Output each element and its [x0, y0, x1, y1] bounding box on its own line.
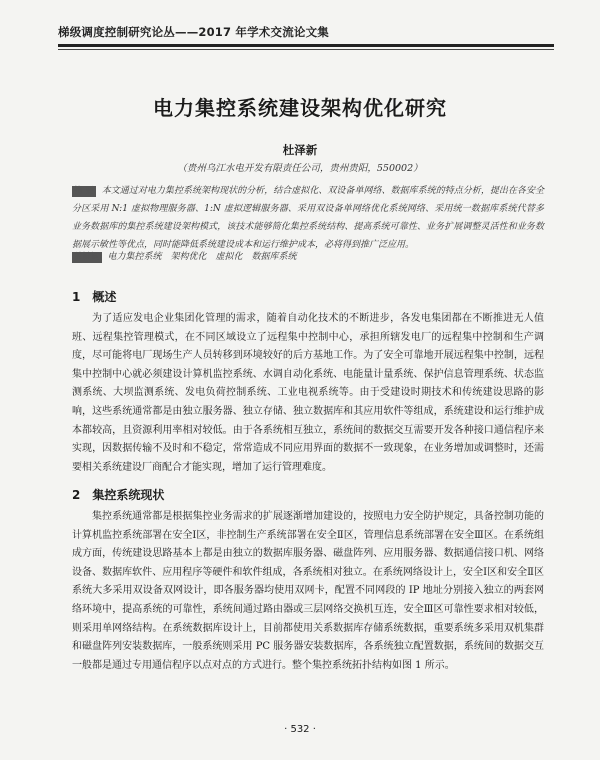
section-heading-1: 1 概述 — [72, 290, 117, 304]
section-heading-2: 2 集控系统现状 — [72, 488, 165, 502]
header-rule-thin — [58, 49, 554, 50]
section-paragraph-2: 集控系统通常都是根据集控业务需求的扩展逐渐增加建设的，按照电力安全防护规定，具备控制功能的计算机监控系统部署在安全Ⅰ区，非控制生产系统部署在安全Ⅱ区，管理信息系统部署在安全Ⅲ区。在系统组成方面，传统建设思路基本上都是由独立的数据库服务器、磁盘阵列、应用服务器、数据通信接口机、网络设备、数据库软件、应用程序等硬件和软件组成，各系统相对独立。在系统网络设计上，安全Ⅰ区和安全Ⅱ区系统大多采用双设备双网设计，即各服务器均使用双网卡，配置不同网段的 IP 地址分别接入独立的两套网络环境中，提高系统的可靠性，系统间通过路由器或三层网络交换机互连，安全Ⅲ区可靠性要求相对较低，则采用单网络结构。在系统数据库设计上，目前都使用关系数据库存储系统数据，重要系统多采用双机集群和磁盘阵列安装数据库，一般系统则采用 PC 服务器安装数据库，各系统独立配置数据，系统间的数据交互一般都是通过专用通信程序以点对点的方式进行。整个集控系统拓扑结构如图 1 所示。 — [72, 511, 544, 671]
running-header — [58, 24, 554, 40]
keywords-block — [72, 248, 544, 266]
abstract-text: 本文通过对电力集控系统架构现状的分析，结合虚拟化、双设备单网络、数据库系统的特点分析，提出在各安全分区采用 N:1 虚拟物理服务器、1:N 虚拟逻辑服务器、采用双设备单网络优化系统网络、采用统一数据库系统代替多业务数据库的集控系统建设架构模式，该技术能够简化集控系统结构、提高系统可靠性、业务扩展调整灵活性和业务数据展示敏性等优点，同时能降低系统建设成本和运行维护成本，必将得到推广泛应用。 — [72, 186, 544, 250]
author-affiliation: （贵州乌江水电开发有限责任公司，贵州贵阳，550002） — [177, 163, 423, 174]
keywords-tag: 关键词 — [74, 252, 100, 262]
author-name: 杜泽新 — [282, 143, 318, 157]
header-rule-thick — [58, 44, 554, 47]
paper-title: 电力集控系统建设架构优化研究 — [153, 96, 447, 120]
section-paragraph-1: 为了适应发电企业集团化管理的需求，随着自动化技术的不断进步，各发电集团都在不断推进无人值班、远程集控管理模式，在不同区域设立了远程集中控制中心，承担所辖发电厂的远程集中控制和生产调度，尽可能将电厂现场生产人员转移到环境较好的后方基地工作。为了安全可靠地开展远程集中控制，远程集中控制中心就必须建设计算机监控系统、水调自动化系统、电能量计量系统、保护信息管理系统、状态监测系统、大坝监测系统、发电负荷控制系统、工业电视系统等。由于受建设时期技术和传统建设思路的影响，这些系统通常都是由独立服务器、独立存储、独立数据库和其应用软件等组成，系统建设和运行维护成本都较高，且资源利用率相对较低。由于各系统相互独立，系统间的数据交互需要开发各种接口通信程序来实现，因数据传输不及时和不稳定，常常造成不同应用界面的数据不一致现象，在业务增加或调整时，还需要相关系统建设厂商配合才能实现，增加了运行管理难度。 — [72, 313, 544, 473]
abstract-block — [72, 182, 544, 254]
keywords-text: 电力集控系统 架构优化 虚拟化 数据库系统 — [107, 252, 297, 262]
abstract-tag: 摘 要 — [74, 186, 94, 196]
header-text: 梯级调度控制研究论丛——2017 年学术交流论文集 — [58, 25, 330, 39]
page-number: · 532 · — [284, 724, 316, 735]
